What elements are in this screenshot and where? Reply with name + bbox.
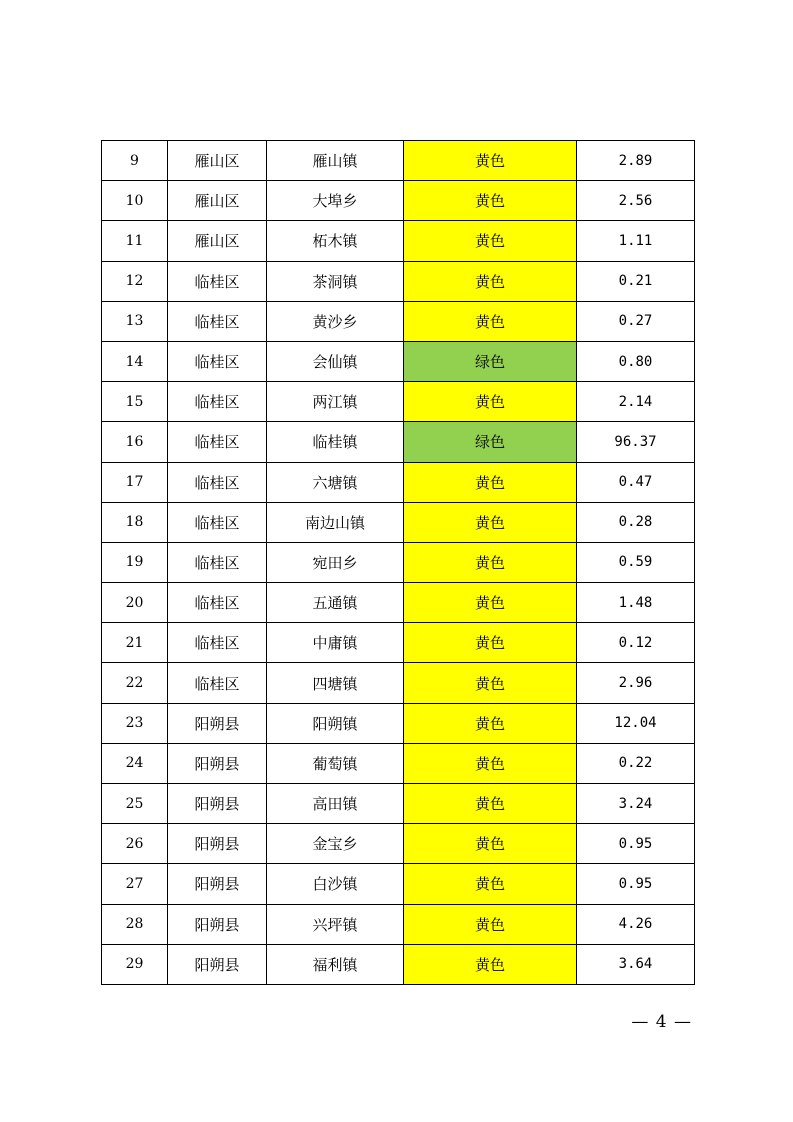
row-number-cell: 23 bbox=[102, 703, 168, 743]
row-number-cell: 9 bbox=[102, 141, 168, 181]
value-cell: 3.24 bbox=[577, 784, 695, 824]
town-cell: 黄沙乡 bbox=[267, 301, 404, 341]
town-cell: 金宝乡 bbox=[267, 824, 404, 864]
value-cell: 4.26 bbox=[577, 904, 695, 944]
color-level-cell: 黄色 bbox=[404, 864, 577, 904]
district-cell: 临桂区 bbox=[168, 301, 267, 341]
town-cell: 四塘镇 bbox=[267, 663, 404, 703]
row-number-cell: 14 bbox=[102, 341, 168, 381]
row-number-cell: 25 bbox=[102, 784, 168, 824]
table-row bbox=[102, 181, 695, 221]
color-level-cell: 黄色 bbox=[404, 382, 577, 422]
table-row bbox=[102, 743, 695, 783]
value-cell: 0.22 bbox=[577, 743, 695, 783]
row-number-cell: 20 bbox=[102, 583, 168, 623]
value-cell: 0.12 bbox=[577, 623, 695, 663]
value-cell: 96.37 bbox=[577, 422, 695, 462]
district-cell: 雁山区 bbox=[168, 221, 267, 261]
table-row bbox=[102, 904, 695, 944]
color-level-cell: 绿色 bbox=[404, 341, 577, 381]
table-row bbox=[102, 261, 695, 301]
row-number-cell: 28 bbox=[102, 904, 168, 944]
table-row bbox=[102, 502, 695, 542]
town-cell: 雁山镇 bbox=[267, 141, 404, 181]
table-row bbox=[102, 141, 695, 181]
value-cell: 2.89 bbox=[577, 141, 695, 181]
color-level-cell: 黄色 bbox=[404, 301, 577, 341]
town-cell: 柘木镇 bbox=[267, 221, 404, 261]
color-level-cell: 黄色 bbox=[404, 181, 577, 221]
color-level-cell: 黄色 bbox=[404, 542, 577, 582]
table-row bbox=[102, 784, 695, 824]
value-cell: 2.96 bbox=[577, 663, 695, 703]
district-cell: 阳朔县 bbox=[168, 703, 267, 743]
table-row bbox=[102, 422, 695, 462]
value-cell: 1.11 bbox=[577, 221, 695, 261]
table-row bbox=[102, 623, 695, 663]
town-cell: 南边山镇 bbox=[267, 502, 404, 542]
color-level-cell: 黄色 bbox=[404, 824, 577, 864]
row-number-cell: 12 bbox=[102, 261, 168, 301]
district-cell: 阳朔县 bbox=[168, 944, 267, 984]
value-cell: 2.14 bbox=[577, 382, 695, 422]
value-cell: 0.80 bbox=[577, 341, 695, 381]
district-cell: 阳朔县 bbox=[168, 743, 267, 783]
data-table bbox=[101, 140, 695, 985]
value-cell: 2.56 bbox=[577, 181, 695, 221]
district-cell: 临桂区 bbox=[168, 341, 267, 381]
table-row bbox=[102, 864, 695, 904]
value-cell: 0.27 bbox=[577, 301, 695, 341]
color-level-cell: 黄色 bbox=[404, 703, 577, 743]
row-number-cell: 24 bbox=[102, 743, 168, 783]
table-row bbox=[102, 221, 695, 261]
district-cell: 临桂区 bbox=[168, 502, 267, 542]
town-cell: 临桂镇 bbox=[267, 422, 404, 462]
town-cell: 大埠乡 bbox=[267, 181, 404, 221]
color-level-cell: 黄色 bbox=[404, 583, 577, 623]
district-cell: 雁山区 bbox=[168, 181, 267, 221]
row-number-cell: 17 bbox=[102, 462, 168, 502]
page-number: — 4 — bbox=[631, 1012, 692, 1032]
table-row bbox=[102, 462, 695, 502]
color-level-cell: 黄色 bbox=[404, 141, 577, 181]
district-cell: 阳朔县 bbox=[168, 904, 267, 944]
value-cell: 0.21 bbox=[577, 261, 695, 301]
color-level-cell: 黄色 bbox=[404, 944, 577, 984]
value-cell: 1.48 bbox=[577, 583, 695, 623]
town-cell: 白沙镇 bbox=[267, 864, 404, 904]
row-number-cell: 26 bbox=[102, 824, 168, 864]
table-body bbox=[102, 141, 695, 985]
table-row bbox=[102, 542, 695, 582]
value-cell: 0.95 bbox=[577, 864, 695, 904]
district-cell: 临桂区 bbox=[168, 462, 267, 502]
row-number-cell: 11 bbox=[102, 221, 168, 261]
town-cell: 宛田乡 bbox=[267, 542, 404, 582]
row-number-cell: 19 bbox=[102, 542, 168, 582]
color-level-cell: 黄色 bbox=[404, 261, 577, 301]
district-cell: 临桂区 bbox=[168, 261, 267, 301]
table-row bbox=[102, 301, 695, 341]
value-cell: 0.28 bbox=[577, 502, 695, 542]
town-cell: 五通镇 bbox=[267, 583, 404, 623]
color-level-cell: 绿色 bbox=[404, 422, 577, 462]
town-cell: 葡萄镇 bbox=[267, 743, 404, 783]
town-cell: 两江镇 bbox=[267, 382, 404, 422]
table-row bbox=[102, 663, 695, 703]
table-row bbox=[102, 583, 695, 623]
value-cell: 12.04 bbox=[577, 703, 695, 743]
district-cell: 临桂区 bbox=[168, 422, 267, 462]
town-cell: 福利镇 bbox=[267, 944, 404, 984]
row-number-cell: 16 bbox=[102, 422, 168, 462]
district-cell: 阳朔县 bbox=[168, 864, 267, 904]
color-level-cell: 黄色 bbox=[404, 904, 577, 944]
row-number-cell: 29 bbox=[102, 944, 168, 984]
value-cell: 0.95 bbox=[577, 824, 695, 864]
table-row bbox=[102, 824, 695, 864]
color-level-cell: 黄色 bbox=[404, 663, 577, 703]
row-number-cell: 21 bbox=[102, 623, 168, 663]
row-number-cell: 18 bbox=[102, 502, 168, 542]
district-cell: 临桂区 bbox=[168, 583, 267, 623]
table-row bbox=[102, 703, 695, 743]
town-cell: 六塘镇 bbox=[267, 462, 404, 502]
row-number-cell: 27 bbox=[102, 864, 168, 904]
color-level-cell: 黄色 bbox=[404, 462, 577, 502]
row-number-cell: 22 bbox=[102, 663, 168, 703]
color-level-cell: 黄色 bbox=[404, 502, 577, 542]
row-number-cell: 15 bbox=[102, 382, 168, 422]
town-cell: 阳朔镇 bbox=[267, 703, 404, 743]
town-cell: 会仙镇 bbox=[267, 341, 404, 381]
district-cell: 阳朔县 bbox=[168, 784, 267, 824]
color-level-cell: 黄色 bbox=[404, 784, 577, 824]
table-row bbox=[102, 944, 695, 984]
row-number-cell: 10 bbox=[102, 181, 168, 221]
row-number-cell: 13 bbox=[102, 301, 168, 341]
district-cell: 雁山区 bbox=[168, 141, 267, 181]
color-level-cell: 黄色 bbox=[404, 623, 577, 663]
town-cell: 高田镇 bbox=[267, 784, 404, 824]
town-cell: 兴坪镇 bbox=[267, 904, 404, 944]
color-level-cell: 黄色 bbox=[404, 221, 577, 261]
value-cell: 0.47 bbox=[577, 462, 695, 502]
district-cell: 临桂区 bbox=[168, 542, 267, 582]
town-cell: 中庸镇 bbox=[267, 623, 404, 663]
district-cell: 临桂区 bbox=[168, 382, 267, 422]
value-cell: 3.64 bbox=[577, 944, 695, 984]
table-row bbox=[102, 341, 695, 381]
district-cell: 临桂区 bbox=[168, 623, 267, 663]
town-cell: 茶洞镇 bbox=[267, 261, 404, 301]
district-cell: 阳朔县 bbox=[168, 824, 267, 864]
value-cell: 0.59 bbox=[577, 542, 695, 582]
table-row bbox=[102, 382, 695, 422]
district-cell: 临桂区 bbox=[168, 663, 267, 703]
color-level-cell: 黄色 bbox=[404, 743, 577, 783]
